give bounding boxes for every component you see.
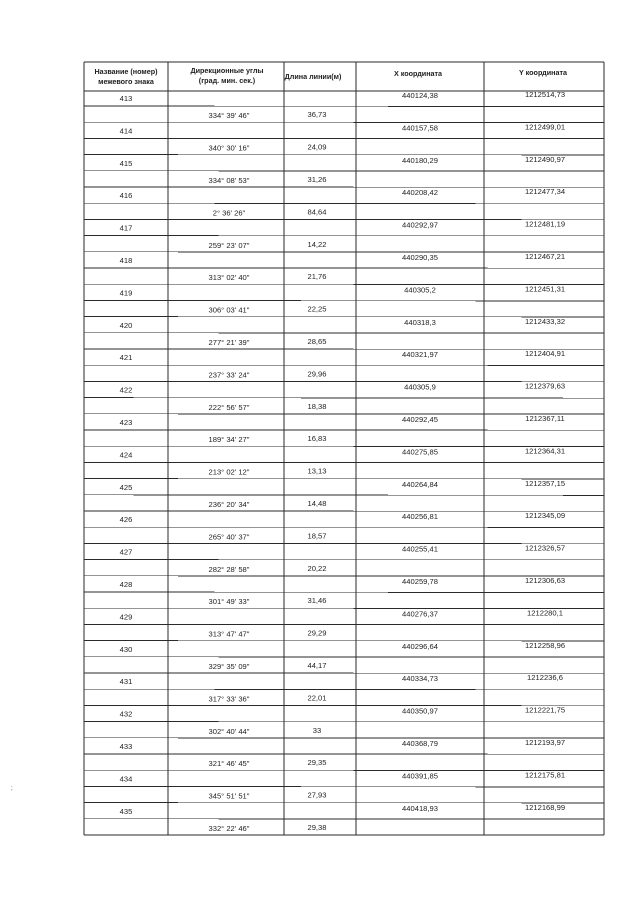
segment-length: 18,57 — [307, 531, 327, 541]
segment-length: 29,29 — [307, 628, 327, 638]
segment-angle: 213° 02' 12" — [208, 467, 250, 477]
point-y: 1212236,6 — [527, 673, 563, 683]
row-line-point-9 — [84, 398, 604, 399]
point-x: 440208,42 — [402, 188, 438, 198]
segment-length: 13,13 — [307, 466, 327, 476]
point-y: 1212477,34 — [524, 187, 566, 197]
point-name: 431 — [119, 677, 133, 687]
point-x: 440290,35 — [402, 253, 438, 262]
point-y: 1212451,31 — [524, 284, 566, 294]
point-name: 424 — [119, 450, 133, 460]
row-line-point-12 — [84, 495, 604, 496]
point-name: 432 — [119, 709, 133, 719]
row-line-point-0 — [84, 106, 604, 107]
point-x: 440350,97 — [402, 706, 438, 716]
point-y: 1212364,31 — [524, 446, 566, 456]
point-name: 419 — [119, 288, 133, 298]
segment-length: 14,48 — [307, 499, 327, 508]
point-name: 426 — [119, 515, 133, 525]
point-name: 421 — [119, 353, 133, 363]
point-name: 413 — [119, 94, 133, 103]
segment-length: 29,35 — [307, 758, 327, 768]
point-y: 1212490,97 — [524, 154, 566, 164]
header-length: Длина линии(м) — [284, 72, 342, 81]
point-x: 440259,78 — [402, 577, 438, 586]
row-line-point-6 — [84, 300, 604, 301]
segment-length: 28,65 — [307, 337, 327, 346]
point-y: 1212175,81 — [524, 770, 566, 780]
header-name-line1: Название (номер) — [94, 67, 158, 76]
point-x: 440276,37 — [402, 609, 438, 619]
header-y: Y координата — [519, 68, 567, 77]
segment-length: 14,22 — [307, 239, 327, 249]
point-x: 440292,45 — [402, 415, 438, 424]
point-x: 440305,9 — [404, 382, 436, 392]
segment-length: 29,38 — [307, 823, 327, 832]
segment-angle: 222° 56' 57" — [208, 402, 250, 412]
header-angle-line2: (град. мин. сек.) — [198, 76, 256, 85]
row-line-point-18 — [84, 689, 604, 690]
point-x: 440321,97 — [402, 350, 438, 360]
point-y: 1212433,32 — [524, 316, 566, 326]
segment-length: 22,01 — [307, 693, 327, 703]
point-x: 440264,84 — [402, 479, 438, 489]
point-x: 440180,29 — [402, 155, 438, 165]
point-x: 440318,3 — [404, 317, 436, 327]
segment-length: 29,96 — [307, 369, 327, 379]
segment-angle: 302° 40' 44" — [208, 726, 250, 736]
segment-angle: 334° 39' 46" — [208, 111, 250, 121]
segment-angle: 237° 33' 24" — [208, 370, 250, 380]
segment-angle: 189° 34' 27" — [208, 435, 250, 445]
point-y: 1212404,91 — [524, 349, 566, 359]
point-y: 1212357,15 — [524, 478, 566, 488]
point-y: 1212379,63 — [524, 381, 566, 391]
point-y: 1212367,11 — [525, 414, 565, 423]
row-line-point-15 — [84, 592, 604, 593]
point-y: 1212258,96 — [524, 640, 566, 650]
point-x: 440305,2 — [404, 285, 436, 295]
point-name: 427 — [119, 547, 133, 557]
segment-length: 33 — [312, 725, 322, 735]
segment-length: 22,25 — [307, 304, 327, 314]
point-name: 425 — [119, 482, 133, 492]
point-x: 440292,97 — [402, 220, 438, 230]
point-y: 1212280,1 — [527, 608, 563, 618]
segment-angle: 2° 36' 26" — [212, 208, 246, 218]
segment-length: 44,17 — [307, 661, 327, 670]
point-x: 440334,73 — [402, 674, 438, 684]
segment-length: 27,93 — [307, 790, 327, 800]
segment-angle: 265° 40' 37" — [208, 532, 250, 542]
point-x: 440255,41 — [402, 544, 438, 554]
segment-angle: 282° 28' 58" — [208, 564, 250, 574]
point-x: 440418,93 — [402, 803, 438, 813]
point-x: 440124,38 — [402, 91, 438, 100]
segment-length: 21,76 — [307, 272, 327, 282]
segment-length: 36,73 — [307, 110, 327, 120]
segment-angle: 317° 33' 36" — [208, 694, 250, 704]
margin-mark: ; — [11, 786, 13, 792]
row-line-point-21 — [84, 786, 604, 787]
segment-angle: 259° 23' 07" — [208, 240, 250, 250]
point-name: 414 — [119, 126, 133, 136]
segment-angle: 340° 30' 16" — [208, 143, 250, 153]
point-name: 428 — [119, 580, 133, 589]
segment-angle: 301° 49' 33" — [208, 597, 250, 607]
point-name: 416 — [119, 191, 133, 201]
point-name: 434 — [119, 774, 133, 784]
segment-angle: 306° 03' 41" — [208, 305, 250, 315]
table-header — [94, 66, 568, 86]
point-name: 429 — [119, 612, 133, 622]
segment-angle: 329° 35' 09" — [208, 662, 250, 671]
point-y: 1212345,09 — [524, 511, 566, 521]
point-name: 422 — [119, 385, 133, 395]
point-name: 415 — [119, 158, 133, 168]
point-name: 430 — [119, 644, 133, 654]
point-y: 1212514,73 — [524, 90, 566, 99]
segment-length: 31,26 — [307, 175, 327, 184]
point-x: 440368,79 — [402, 739, 438, 748]
point-name: 423 — [119, 418, 133, 427]
point-x: 440296,64 — [402, 641, 438, 651]
segment-angle: 321° 46' 45" — [208, 759, 250, 769]
segment-length: 18,38 — [307, 401, 327, 411]
point-x: 440157,58 — [402, 123, 438, 133]
point-name: 418 — [119, 256, 133, 265]
point-y: 1212221,75 — [524, 705, 566, 715]
point-x: 440391,85 — [402, 771, 438, 781]
segment-angle: 334° 08' 53" — [208, 176, 250, 185]
segment-angle: 313° 02' 40" — [208, 273, 250, 283]
point-name: 433 — [119, 742, 133, 751]
segment-length: 84,64 — [307, 207, 327, 217]
segment-angle: 236° 20' 34" — [208, 500, 250, 509]
segment-angle: 313° 47' 47" — [208, 629, 250, 639]
segment-length: 31,46 — [307, 596, 327, 606]
segment-length: 20,22 — [307, 563, 327, 573]
point-y: 1212306,63 — [524, 576, 566, 585]
segment-length: 24,09 — [307, 142, 327, 152]
segment-length: 16,83 — [307, 434, 327, 444]
point-y: 1212326,57 — [524, 543, 566, 553]
segment-angle: 345° 51' 51" — [208, 791, 250, 801]
point-name: 417 — [119, 223, 133, 233]
header-x: X координата — [393, 69, 443, 78]
point-x: 440275,85 — [402, 447, 438, 457]
header-angle-line1: Дирекционные углы — [190, 66, 264, 75]
point-name: 420 — [119, 320, 133, 330]
segment-angle: 332° 22' 46" — [208, 824, 250, 833]
row-line-point-3 — [84, 203, 604, 204]
segment-angle: 277° 21' 39" — [208, 338, 250, 347]
point-y: 1212193,97 — [524, 738, 566, 747]
point-y: 1212481,19 — [524, 219, 566, 229]
header-name-line2: межевого знака — [98, 77, 154, 86]
point-name: 435 — [119, 806, 133, 816]
point-y: 1212168,99 — [524, 802, 566, 812]
point-y: 1212467,21 — [524, 252, 566, 261]
point-x: 440256,81 — [402, 512, 438, 522]
point-y: 1212499,01 — [524, 122, 566, 132]
